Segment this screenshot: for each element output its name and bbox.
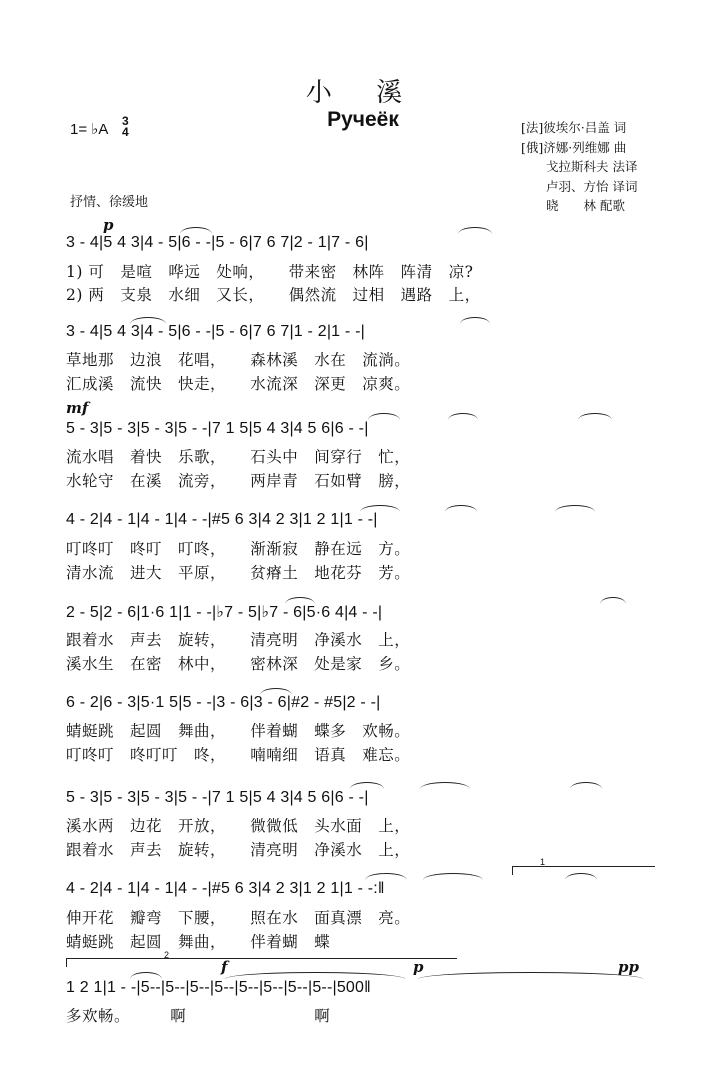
lyric-line: 溪水生 在密 林中， 密林深 处是家 乡。 — [66, 655, 411, 673]
lyric-line: 溪水两 边花 开放， 微微低 头水面 上， — [66, 817, 411, 835]
credit-translator-cn: 卢羽、方怡 译词 — [521, 178, 638, 194]
slur-mark — [420, 782, 470, 789]
lyric-line: 1) 可 是喧 哗远 处响， 带来密 林阵 阵清 凉? — [66, 263, 474, 281]
notation-line: 3 - 4|5 4 3|4 - 5|6 - -|5 - 6|7 6 7|2 - 1|7 - 6| — [66, 234, 369, 251]
time-signature — [122, 116, 129, 138]
slur-mark — [225, 972, 405, 979]
slur-mark — [570, 782, 602, 789]
lyric-line: 伸开花 瓣弯 下腰， 照在水 面真漂 亮。 — [66, 909, 411, 927]
slur-mark — [130, 317, 166, 324]
lyric-line: 2) 两 支泉 水细 又长， 偶然流 过相 遇路 上， — [66, 286, 481, 304]
second-ending-number: 2 — [164, 950, 170, 960]
slur-mark — [448, 413, 478, 420]
tempo-marking: 抒情、徐缓地 — [70, 195, 149, 210]
notation-line: 6 - 2|6 - 3|5·1 5|5 - -|3 - 6|3 - 6|#2 - #5|2 - -| — [66, 694, 381, 711]
dynamic-marking-forte: f — [221, 958, 228, 976]
slur-mark — [423, 873, 483, 880]
lyric-line: 水轮守 在溪 流旁， 两岸青 石如臂 膀， — [66, 472, 411, 490]
first-ending-number: 1 — [540, 857, 546, 867]
lyric-line: 蜻蜓跳 起圆 舞曲， 伴着蝴 蝶多 欢畅。 — [66, 722, 411, 740]
slur-mark — [458, 227, 492, 234]
time-signature-top: 3 — [122, 114, 129, 128]
second-ending-bracket — [66, 958, 457, 967]
slur-mark — [130, 972, 162, 979]
time-signature-bottom: 4 — [122, 125, 129, 139]
notation-line: 5 - 3|5 - 3|5 - 3|5 - -|7 1 5|5 4 3|4 5 6|6 - -| — [66, 420, 369, 437]
lyric-line: 叮咚叮 咚叮 叮咚， 渐渐寂 静在远 方。 — [66, 540, 411, 558]
notation-line: 4 - 2|4 - 1|4 - 1|4 - -|#5 6 3|4 2 3|1 2 1|1 - -| — [66, 511, 378, 528]
credit-translator-fr: 戈拉斯科夫 法译 — [521, 159, 638, 174]
notation-line: 3 - 4|5 4 3|4 - 5|6 - -|5 - 6|7 6 7|1 - 2|1 - -| — [66, 323, 365, 340]
lyric-line: 多欢畅。 啊 啊 — [66, 1007, 331, 1025]
slur-mark — [365, 873, 407, 880]
credit-composer: [俄]济娜·列维娜 曲 — [521, 139, 627, 155]
key-signature: 1= ♭A — [70, 121, 109, 138]
lyric-line: 流水唱 着快 乐歌， 石头中 间穿行 忙， — [66, 448, 411, 466]
notation-line: 5 - 3|5 - 3|5 - 3|5 - -|7 1 5|5 4 3|4 5 6|6 - -| — [66, 789, 369, 806]
lyric-line: 汇成溪 流快 快走， 水流深 深更 凉爽。 — [66, 375, 411, 393]
slur-mark — [368, 413, 400, 420]
song-subtitle: Ручеёк — [327, 108, 399, 131]
lyric-line: 跟着水 声去 旋转， 清亮明 净溪水 上， — [66, 631, 411, 649]
credit-lyricist: [法]彼埃尔·吕盖 词 — [521, 120, 627, 135]
lyric-line: 草地那 边浪 花唱， 森林溪 水在 流淌。 — [66, 351, 411, 369]
slur-mark — [260, 688, 292, 695]
lyric-line: 清水流 进大 平原， 贫瘠土 地花芬 芳。 — [66, 564, 411, 582]
song-title: 小 溪 — [305, 78, 421, 108]
notation-line: 1 2 1|1 - -|5--|5--|5--|5--|5--|5--|5--|5--|500‖ — [66, 979, 371, 996]
lyric-line: 叮咚叮 咚叮叮 咚， 喃喃细 语真 难忘。 — [66, 746, 411, 764]
slur-mark — [360, 505, 400, 512]
credit-arranger: 晓 林 配歌 — [521, 198, 625, 213]
slur-mark — [460, 317, 490, 324]
dynamic-marking-piano: p — [413, 958, 424, 976]
dynamic-marking: mf — [66, 399, 89, 417]
slur-mark — [445, 505, 477, 512]
slur-mark — [180, 227, 212, 234]
notation-line: 2 - 5|2 - 6|1·6 1|1 - -|♭7 - 5|♭7 - 6|5·6 4|4 - -| — [66, 604, 383, 621]
dynamic-marking: p — [103, 216, 114, 234]
credits-block — [521, 118, 637, 216]
slur-mark — [555, 505, 595, 512]
notation-line: 4 - 2|4 - 1|4 - 1|4 - -|#5 6 3|4 2 3|1 2 1|1 - -:‖ — [66, 880, 385, 897]
slur-mark — [600, 597, 626, 604]
slur-mark — [285, 597, 315, 604]
slur-mark — [565, 873, 597, 880]
slur-mark — [578, 413, 612, 420]
lyric-line: 蜻蜓跳 起圆 舞曲， 伴着蝴 蝶 — [66, 933, 331, 951]
dynamic-marking-pianissimo: pp — [618, 958, 639, 976]
lyric-line: 跟着水 声去 旋转， 清亮明 净溪水 上， — [66, 841, 411, 859]
slur-mark — [350, 782, 384, 789]
slur-mark — [418, 972, 643, 979]
